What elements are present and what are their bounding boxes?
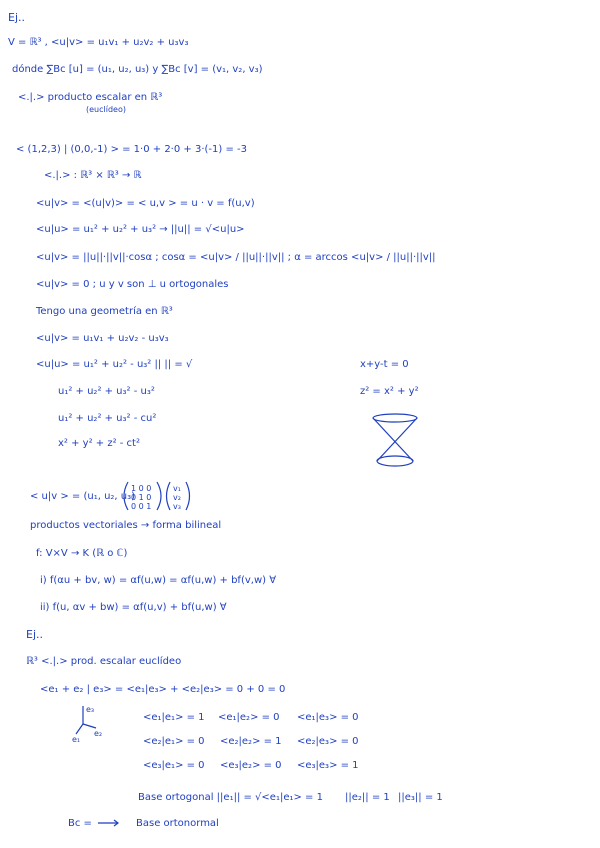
vector-entry-3: v₃ — [173, 502, 181, 511]
gram-e3-e3: <e₃|e₃> = 1 — [297, 760, 359, 771]
scalar-product-note-sub: (euclídeo) — [86, 105, 126, 114]
orthonormal-basis-label: Base ortonormal — [136, 818, 219, 829]
matrix-row-2: 0 1 0 — [131, 493, 152, 502]
vector-entry-2: v₂ — [173, 493, 181, 502]
notation-line: <u|v> = <(u|v)> = < u,v > = u · v = f(u,v) — [36, 198, 255, 209]
vector-left-paren — [167, 482, 171, 510]
angle-line: <u|v> = ||u||·||v||·cosα ; cosα = <u|v> / ||u||·||v|| ; α = arccos <u|v> / ||u||·||v|| — [36, 252, 436, 263]
axis-label-e1: e₁ — [72, 735, 81, 744]
matrix-row-3: 0 0 1 — [131, 502, 152, 511]
norm-line: <u|u> = u₁² + u₂² + u₃² → ||u|| = √<u|u> — [36, 224, 245, 235]
orthogonal-basis-line: Base ortogonal ||e₁|| = √<e₁|e₁> = 1 — [138, 792, 323, 803]
norm-e2: ||e₂|| = 1 — [345, 792, 390, 803]
coordinates-line: dónde ∑Bc [u] = (u₁, u₂, u₃) y ∑Bc [v] = (v₁, v₂, v₃) — [12, 64, 263, 75]
quadratic-form-2: u₁² + u₂² + u₃² - cu² — [58, 413, 157, 424]
matrix-right-paren — [157, 482, 161, 510]
map-signature: <.|.> : ℝ³ × ℝ³ → ℝ — [44, 170, 142, 181]
orthogonal-line: <u|v> = 0 ; u y v son ⊥ u ortogonales — [36, 279, 229, 290]
gram-e1-e2: <e₁|e₂> = 0 — [218, 712, 280, 723]
geometry-line: Tengo una geometría en ℝ³ — [36, 306, 173, 317]
gram-e3-e1: <e₃|e₁> = 0 — [143, 760, 205, 771]
linearity-1: i) f(αu + bv, w) = αf(u,w) = αf(u,w) + bf(v,w) ∀ — [40, 575, 277, 586]
definition-line: V = ℝ³ , <u|v> = u₁v₁ + u₂v₂ + u₃v₃ — [8, 37, 189, 48]
cone-equation: z² = x² + y² — [360, 386, 419, 397]
example-computation: < (1,2,3) | (0,0,-1) > = 1·0 + 2·0 + 3·(-1) = -3 — [16, 144, 247, 155]
ej-heading-2: Ej.. — [26, 628, 43, 641]
matrix-form-lhs: < u|v > = (u₁, u₂, u₃) — [30, 491, 136, 502]
matrix-row-1: 1 0 0 — [131, 484, 152, 493]
cone-top-ellipse — [373, 414, 417, 422]
cone-bottom-ellipse — [377, 456, 413, 466]
gram-e2-e1: <e₂|e₁> = 0 — [143, 736, 205, 747]
axis-label-e3: e₃ — [86, 705, 95, 714]
vector-right-paren — [186, 482, 190, 510]
euclidean-note: ℝ³ <.|.> prod. escalar euclídeo — [26, 656, 182, 667]
bilinear-map: f: V×V → K (ℝ o ℂ) — [36, 548, 128, 559]
bc-label: Bc = — [68, 818, 92, 829]
cone-edge-left — [373, 418, 413, 461]
vector-entry-1: v₁ — [173, 484, 181, 493]
quadratic-form-3: x² + y² + z² - ct² — [58, 438, 140, 449]
linearity-2: ii) f(u, αv + bw) = αf(u,v) + bf(u,w) ∀ — [40, 602, 227, 613]
ej-heading-1: Ej.. — [8, 11, 25, 24]
gram-e2-e3: <e₂|e₃> = 0 — [297, 736, 359, 747]
sum-example: <e₁ + e₂ | e₃> = <e₁|e₃> + <e₂|e₃> = 0 + 0 = 0 — [40, 684, 286, 695]
minkowski-product: <u|v> = u₁v₁ + u₂v₂ - u₃v₃ — [36, 333, 169, 344]
plane-equation: x+y-t = 0 — [360, 359, 409, 370]
bilinear-form-note: productos vectoriales → forma bilineal — [30, 520, 222, 531]
axis-label-e2: e₂ — [94, 729, 103, 738]
norm-e3: ||e₃|| = 1 — [398, 792, 443, 803]
gram-e2-e2: <e₂|e₂> = 1 — [220, 736, 282, 747]
cone-edge-right — [377, 418, 417, 461]
minkowski-norm: <u|u> = u₁² + u₂² - u₃² || || = √ — [36, 359, 193, 370]
axis-e1 — [76, 724, 83, 734]
gram-e1-e3: <e₁|e₃> = 0 — [297, 712, 359, 723]
scalar-product-note: <.|.> producto escalar en ℝ³ — [18, 92, 163, 103]
quadratic-form-1: u₁² + u₂² + u₃² - u₃² — [58, 386, 155, 397]
gram-e3-e2: <e₃|e₂> = 0 — [220, 760, 282, 771]
gram-e1-e1: <e₁|e₁> = 1 — [143, 712, 205, 723]
